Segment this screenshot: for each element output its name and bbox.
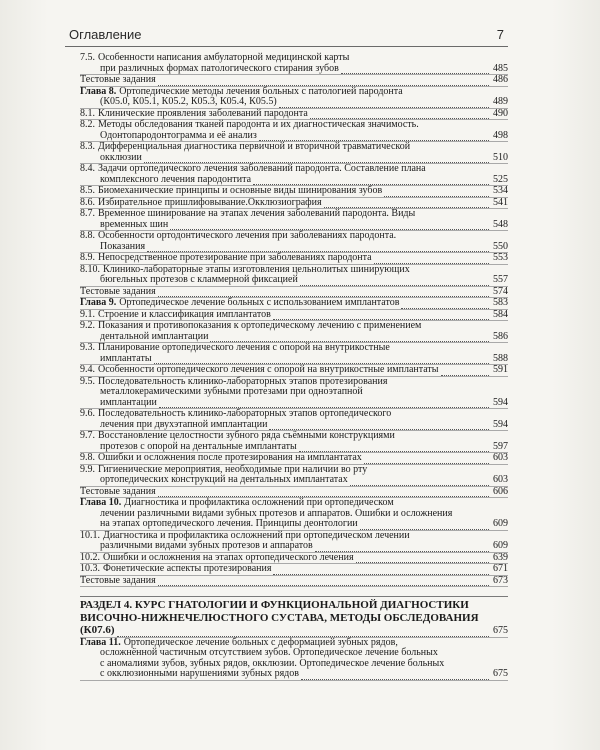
entry-title: Ортопедические методы лечения больных с патологией пародонта bbox=[119, 85, 403, 97]
toc-entry-sub[interactable] bbox=[80, 409, 508, 431]
entry-title: лечения при двухэтапной имплантации bbox=[100, 418, 268, 430]
entry-title: Ортопедическое лечение больных с деформацией зубных рядов, bbox=[123, 636, 398, 648]
entry-title: протезов с опорой на дентальные имплантаты bbox=[100, 440, 297, 452]
entry-title: Строение и классификация имплантатов bbox=[98, 308, 271, 320]
page-number: 609 bbox=[493, 540, 508, 551]
leader-dots bbox=[315, 543, 489, 552]
entry-number: 8.1. bbox=[80, 107, 95, 119]
leader-dots bbox=[273, 311, 489, 320]
page-number: 639 bbox=[493, 551, 508, 563]
toc-entry-sub[interactable] bbox=[80, 377, 508, 410]
chapter-label: Глава 11. bbox=[80, 636, 121, 648]
toc-row bbox=[80, 287, 508, 298]
leader-dots bbox=[364, 455, 489, 464]
toc-entry-sub[interactable] bbox=[80, 365, 508, 377]
entry-number: 9.1. bbox=[80, 308, 95, 320]
page-number: 594 bbox=[493, 396, 508, 408]
entry-title: Непосредственное протезирование при заболеваниях пародонта bbox=[98, 252, 372, 263]
toc-row bbox=[80, 648, 508, 659]
table-of-contents bbox=[80, 53, 508, 681]
entry-title: Задачи ортопедического лечения заболеваний пародонта. Составление плана bbox=[98, 163, 426, 174]
entry-title: различными видами зубных протезов и аппаратов bbox=[100, 540, 313, 551]
entry-title: Особенности написания амбулаторной медицинской карты bbox=[98, 52, 350, 63]
page-number: 583 bbox=[493, 297, 508, 308]
entry-title: Восстановление целостности зубного ряда съёмными конструкциями bbox=[98, 430, 395, 441]
toc-row bbox=[80, 409, 508, 420]
page-number: 603 bbox=[493, 474, 508, 485]
entry-title: лечении различными видами зубных протезов и аппаратов. Ошибки и осложнения bbox=[100, 507, 453, 519]
toc-row bbox=[80, 599, 508, 612]
entry-number: 9.3. bbox=[80, 342, 95, 353]
toc-row bbox=[80, 365, 508, 376]
toc-entry-chapter[interactable] bbox=[80, 498, 508, 531]
toc-row bbox=[80, 498, 508, 509]
entry-number: 8.2. bbox=[80, 119, 95, 130]
page-number: 485 bbox=[493, 62, 508, 74]
leader-dots bbox=[360, 521, 489, 530]
entry-title: Клинико-лабораторные этапы изготовления цельнолитых шинирующих bbox=[103, 263, 410, 275]
entry-title: Особенности ортопедического лечения с опорой на внутрикостные имплантаты bbox=[98, 364, 439, 375]
toc-row bbox=[80, 175, 508, 186]
leader-dots bbox=[147, 243, 489, 252]
entry-title: комплексного лечения пародонтита bbox=[100, 173, 252, 185]
leader-dots bbox=[300, 277, 489, 286]
page-number: 510 bbox=[493, 151, 508, 163]
toc-row bbox=[80, 624, 508, 637]
toc-entry-sub[interactable] bbox=[80, 142, 508, 164]
entry-title: осложнённой частичным отсутствием зубов. Ортопедическое лечение больных bbox=[100, 647, 438, 658]
entry-title: металлокерамическими зубными протезами при одноэтапной bbox=[100, 386, 363, 397]
toc-entry-test[interactable] bbox=[80, 576, 508, 588]
leader-dots bbox=[144, 154, 489, 163]
entry-title: бюгельных протезов с кламмерной фиксацией bbox=[100, 274, 298, 285]
entry-title: окклюзии bbox=[100, 151, 142, 163]
page-number: 486 bbox=[493, 74, 508, 85]
entry-title: Тестовые задания bbox=[80, 285, 156, 297]
section-title: РАЗДЕЛ 4. КУРС ГНАТОЛОГИИ И ФУНКЦИОНАЛЬНОЙ ДИАГНОСТИКИ bbox=[80, 599, 469, 611]
entry-title: Одонтопародонтограмма и её анализ bbox=[100, 129, 257, 141]
page-number: 606 bbox=[493, 485, 508, 497]
toc-entry-sub[interactable] bbox=[80, 564, 508, 576]
page-number: 548 bbox=[493, 218, 508, 230]
entry-number: 9.9. bbox=[80, 463, 95, 475]
toc-row bbox=[80, 442, 508, 453]
entry-number: 7.5. bbox=[80, 52, 95, 63]
toc-row bbox=[80, 564, 508, 575]
entry-number: 8.9. bbox=[80, 252, 95, 263]
leader-dots bbox=[341, 65, 489, 74]
page-number: 675 bbox=[493, 668, 508, 679]
toc-entry-sub[interactable] bbox=[80, 431, 508, 453]
toc-entry-section[interactable] bbox=[80, 596, 508, 638]
toc-row bbox=[80, 487, 508, 498]
page-number: 534 bbox=[493, 185, 508, 196]
entry-number: 8.4. bbox=[80, 163, 95, 174]
entry-title: с аномалиями зубов, зубных рядов, окклюзии. Ортопедическое лечение больных bbox=[100, 657, 445, 669]
toc-row bbox=[80, 253, 508, 264]
toc-entry-sub[interactable] bbox=[80, 186, 508, 198]
entry-title: Ошибки и осложнения на этапах ортопедического лечения bbox=[103, 551, 354, 563]
page-number: 541 bbox=[493, 196, 508, 208]
toc-row bbox=[80, 576, 508, 587]
entry-title: на этапах ортопедического лечения. Принципы деонтологии bbox=[100, 518, 358, 529]
leader-dots bbox=[158, 77, 489, 86]
toc-row bbox=[80, 153, 508, 164]
leader-dots bbox=[154, 355, 489, 364]
entry-title: Методы обследования тканей пародонта и их диагностическая значимость. bbox=[98, 119, 419, 130]
entry-title: Последовательность клинико-лабораторных этапов протезирования bbox=[98, 375, 388, 387]
page-number: 609 bbox=[493, 518, 508, 529]
toc-row bbox=[80, 97, 508, 108]
toc-entry-sub[interactable] bbox=[80, 265, 508, 287]
toc-row bbox=[80, 453, 508, 464]
toc-entry-chapter[interactable] bbox=[80, 298, 508, 310]
toc-row bbox=[80, 53, 508, 64]
toc-entry-sub[interactable] bbox=[80, 321, 508, 343]
entry-title: Показания и противопоказания к ортопедическому лечению с применением bbox=[98, 320, 422, 331]
leader-dots bbox=[158, 577, 489, 586]
leader-dots bbox=[158, 288, 489, 297]
entry-title: при различных формах патологического стирания зубов bbox=[100, 62, 339, 74]
page-number: 490 bbox=[493, 107, 508, 119]
toc-row bbox=[80, 321, 508, 332]
entry-title: Ошибки и осложнения после протезирования на имплантатах bbox=[98, 452, 362, 463]
entry-number: 8.3. bbox=[80, 141, 95, 152]
leader-dots bbox=[279, 99, 489, 108]
entry-number: 8.5. bbox=[80, 185, 95, 196]
entry-title: Фонетические аспекты протезирования bbox=[103, 563, 272, 574]
entry-title: Тестовые задания bbox=[80, 74, 156, 85]
toc-entry-sub[interactable] bbox=[80, 164, 508, 186]
entry-title: Ортопедическое лечение больных с использованием имплантатов bbox=[119, 297, 400, 308]
toc-row bbox=[80, 343, 508, 354]
page-number: 597 bbox=[493, 440, 508, 452]
toc-row bbox=[80, 131, 508, 142]
leader-dots bbox=[259, 132, 489, 141]
leader-dots bbox=[158, 488, 489, 497]
toc-row bbox=[80, 231, 508, 242]
toc-row bbox=[80, 332, 508, 343]
page-number: 603 bbox=[493, 452, 508, 463]
toc-row bbox=[80, 541, 508, 552]
toc-row bbox=[80, 198, 508, 209]
toc-row bbox=[80, 354, 508, 365]
leader-dots bbox=[299, 443, 489, 452]
entry-title: ортопедических конструкций на дентальных имплантатах bbox=[100, 474, 348, 485]
toc-row bbox=[80, 75, 508, 86]
entry-title: Последовательность клинико-лабораторных этапов ортопедического bbox=[98, 408, 392, 419]
entry-title: Диагностика и профилактика осложнений при ортопедическом bbox=[124, 497, 394, 508]
leader-dots bbox=[441, 367, 489, 376]
entry-title: с окклюзионными нарушениями зубных рядов bbox=[100, 668, 299, 679]
leader-dots bbox=[273, 566, 489, 575]
leader-dots bbox=[350, 477, 489, 486]
leader-dots bbox=[401, 300, 489, 309]
page-number: 594 bbox=[493, 418, 508, 430]
entry-number: 8.8. bbox=[80, 230, 95, 241]
toc-row bbox=[80, 164, 508, 175]
entry-title: временных шин bbox=[100, 218, 169, 230]
toc-entry-sub[interactable] bbox=[80, 531, 508, 553]
toc-entry-sub[interactable] bbox=[80, 209, 508, 231]
entry-number: 9.4. bbox=[80, 364, 95, 375]
entry-number: 9.6. bbox=[80, 408, 95, 419]
chapter-label: Глава 9. bbox=[80, 297, 117, 308]
section-title: (К07.6) bbox=[80, 624, 115, 636]
toc-entry-sub[interactable] bbox=[80, 53, 508, 75]
toc-row bbox=[80, 669, 508, 680]
entry-title: Особенности ортодонтического лечения при заболеваниях пародонта. bbox=[98, 230, 397, 241]
page-number: 673 bbox=[493, 574, 508, 586]
leader-dots bbox=[159, 399, 489, 408]
leader-dots bbox=[117, 628, 489, 637]
toc-row bbox=[80, 612, 508, 625]
toc-row bbox=[80, 120, 508, 131]
page-number: 588 bbox=[493, 352, 508, 364]
toc-row bbox=[80, 209, 508, 220]
toc-row bbox=[80, 519, 508, 530]
leader-dots bbox=[253, 176, 489, 185]
toc-row bbox=[80, 275, 508, 286]
entry-title: Гигиенические мероприятия, необходимые при наличии во рту bbox=[98, 463, 368, 475]
page-number: 557 bbox=[493, 274, 508, 285]
toc-row bbox=[80, 242, 508, 253]
entry-number: 10.3. bbox=[80, 563, 100, 574]
entry-title: Биомеханические принципы и основные виды шинирования зубов bbox=[98, 185, 383, 196]
page-number: 550 bbox=[493, 240, 508, 252]
entry-title: Планирование ортопедического лечения с опорой на внутрикостные bbox=[98, 342, 390, 353]
leader-dots bbox=[301, 671, 489, 680]
header-title: Оглавление bbox=[69, 27, 142, 42]
leader-dots bbox=[384, 188, 489, 197]
page-number: 498 bbox=[493, 129, 508, 141]
chapter-label: Глава 8. bbox=[80, 85, 117, 97]
toc-row bbox=[80, 420, 508, 431]
toc-row bbox=[80, 387, 508, 398]
chapter-label: Глава 10. bbox=[80, 497, 122, 508]
entry-number: 10.1. bbox=[80, 529, 100, 541]
toc-entry-chapter[interactable] bbox=[80, 638, 508, 681]
entry-title: Временное шинирование на этапах лечения заболеваний пародонта. Виды bbox=[98, 208, 416, 219]
leader-dots bbox=[324, 199, 489, 208]
entry-title: имплантаты bbox=[100, 352, 152, 364]
leader-dots bbox=[210, 333, 489, 342]
toc-entry-sub[interactable] bbox=[80, 231, 508, 253]
leader-dots bbox=[310, 110, 489, 119]
entry-title: имплантации bbox=[100, 396, 157, 408]
toc-entry-sub[interactable] bbox=[80, 453, 508, 465]
page-number: 586 bbox=[493, 330, 508, 342]
entry-title: Диагностика и профилактика осложнений при ортопедическом лечении bbox=[103, 529, 410, 541]
leader-dots bbox=[356, 554, 489, 563]
toc-row bbox=[80, 220, 508, 231]
entry-title: Показания bbox=[100, 240, 146, 252]
page-number: 553 bbox=[493, 252, 508, 263]
toc-row bbox=[80, 109, 508, 120]
entry-number: 8.10. bbox=[80, 263, 100, 275]
toc-entry-chapter[interactable] bbox=[80, 87, 508, 109]
entry-title: Дифференциальная диагностика первичной и вторичной травматической bbox=[98, 141, 411, 152]
entry-title: дентальной имплантации bbox=[100, 330, 209, 342]
entry-title: Тестовые задания bbox=[80, 485, 156, 497]
entry-number: 8.6. bbox=[80, 196, 95, 208]
toc-row bbox=[80, 142, 508, 153]
toc-row bbox=[80, 64, 508, 75]
page-number: 584 bbox=[493, 308, 508, 320]
toc-entry-sub[interactable] bbox=[80, 465, 508, 487]
header-page-number: 7 bbox=[496, 27, 504, 42]
entry-number: 10.2. bbox=[80, 551, 100, 563]
toc-row bbox=[80, 186, 508, 197]
entry-number: 8.7. bbox=[80, 208, 95, 219]
toc-row bbox=[80, 298, 508, 309]
toc-row bbox=[80, 310, 508, 321]
page-number: 675 bbox=[493, 625, 508, 636]
toc-row bbox=[80, 431, 508, 442]
entry-number: 9.2. bbox=[80, 320, 95, 331]
page-number: 489 bbox=[493, 96, 508, 107]
entry-number: 9.8. bbox=[80, 452, 95, 463]
toc-entry-test[interactable] bbox=[80, 75, 508, 87]
entry-number: 9.7. bbox=[80, 430, 95, 441]
entry-title: (К05.0, К05.1, К05.2, К05.3, К05.4, К05.5) bbox=[100, 96, 277, 107]
page-number: 591 bbox=[493, 364, 508, 375]
toc-row bbox=[80, 398, 508, 409]
leader-dots bbox=[170, 221, 489, 230]
toc-entry-sub[interactable] bbox=[80, 120, 508, 142]
leader-dots bbox=[374, 255, 489, 264]
page-number: 574 bbox=[493, 285, 508, 297]
toc-entry-sub[interactable] bbox=[80, 343, 508, 365]
section-title: ВИСОЧНО-НИЖНЕЧЕЛЮСТНОГО СУСТАВА, МЕТОДЫ ОБСЛЕДОВАНИЯ bbox=[80, 611, 479, 624]
page-number: 525 bbox=[493, 173, 508, 185]
entry-title: Клинические проявления заболеваний пародонта bbox=[98, 107, 308, 119]
entry-number: 9.5. bbox=[80, 375, 95, 387]
toc-row bbox=[80, 475, 508, 486]
toc-row bbox=[80, 553, 508, 564]
leader-dots bbox=[269, 421, 489, 430]
running-header bbox=[65, 22, 508, 47]
entry-title: Тестовые задания bbox=[80, 574, 156, 586]
toc-entry-sub[interactable] bbox=[80, 253, 508, 265]
entry-title: Избирательное пришлифовывание.Окклюзиография bbox=[98, 196, 322, 208]
page-number: 671 bbox=[493, 563, 508, 574]
